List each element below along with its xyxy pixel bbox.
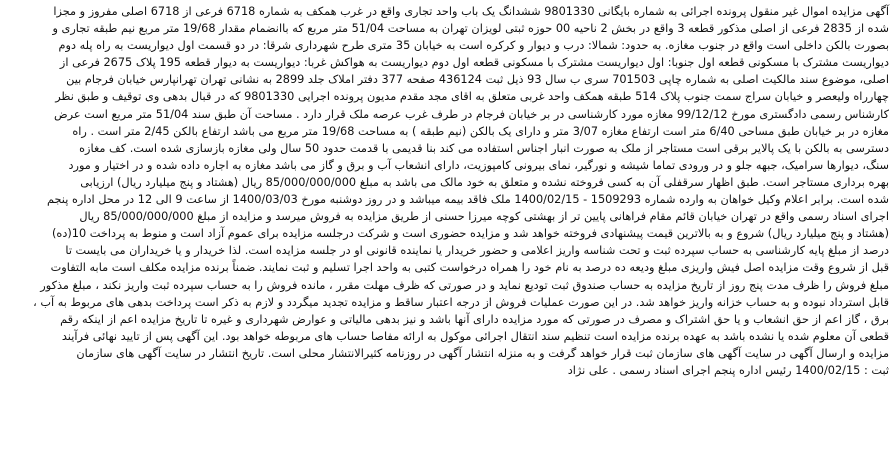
notice-line: کارشناس رسمی دادگستری مورخ 99/12/12 مغازه مورد کارشناسی در بر خیابان فرجام در طرف غرب عرصه ملک قرار دارد . مساحت آن طبق سند 51/04 متر مربع است عرض (53, 107, 889, 121)
notice-line: برق ، گاز اعم از حق انشعاب و یا حق اشتراک و مصرف در صورتی که مورد مزایده دارای آنها باشد و نیز بدهی مالیاتی و عوارض شهرداری و غیره تا تاریخ مزایده اعم از اینکه رقم (60, 312, 889, 326)
notice-line: مبلغ فروش را ظرف مدت پنج روز از تاریخ مزایده به حساب صندوق ثبت تودیع نماید و در صورتی که ظرف مهلت مقرر ، مانده فروش را به حساب سپرده ثبت واریز نکند ، مبلغ مذکور (40, 278, 889, 292)
notice-line: دسترسی به بالکن با یک پالایر برقی است مستاجر از ملک به صورت انبار اجناس استفاده می کند بنا قدیمی با قدمت حدود 50 سال ولی مغازه بازسازی شده است. کف مغازه (79, 141, 889, 155)
notice-line: قابل استرداد نبوده و به حساب خزانه واریز خواهد شد. در این صورت عملیات فروش از درجه اعتبار ساقط و مزایده تجدید میگردد و لازم به ذکر است پرداخت بدهی های مربوط به آب ، (33, 295, 889, 309)
notice-line: قطعی آن معلوم شده یا نشده باشد به عهده برنده مزایده است تنظیم سند انتقال اجرائی موکول به ارائه مفاصا حساب های مربوطه خواهد بود. این آگهی پس از تایید نهائی فرآیند (61, 329, 889, 343)
notice-line: دیواریست مشترک با مسکونی قطعه اول جنوبا: اول دیواریست مشترک با مسکونی قطعه اول دوم دیواریست به هواکش غربا: دیواریست به دیوار قطعه 195 پلاک 2675 فرعی از (59, 56, 889, 70)
notice-line: سنگ، دیوارها سرامیک، جبهه جلو و در ورودی تماما شیشه و نورگیر، نمای بیرونی کامپوزیت، دارای انشعاب آب و برق و گاز می باشد مغازه به اجاره داده شده و در اختیار و مورد (68, 158, 889, 172)
notice-line: درصد از مبلغ پایه کارشناسی به حساب سپرده ثبت و تحت شناسه واریز اعلامی و حضور خریدار یا نماینده قانونی او در جلسه مزایده است. لذا خریدار و یا خریداران می بایست تا (65, 244, 889, 258)
notice-line: بهره برداری مستاجر است. طبق اظهار سرقفلی آن به کسی فروخته نشده و متعلق به خود مالک می باشد به مبلغ 85/000/000/000 ریال (هشتاد و پنج میلیارد ریال) ارزیابی (80, 175, 889, 189)
notice-line: قبل از شروع وقت مزایده اصل فیش واریزی مبلغ ودیعه ده درصد به نام خود را همراه درخواست کتبی به واحد اجرا تسلیم و ثبت نمایند. ضمناً برنده مزایده مکلف است مابه التفاوت (50, 261, 889, 275)
notice-line: مزایده و ارسال آگهی در سایت آگهی های سازمان ثبت قرار خواهد گرفت و به منزله انتشار آگهی در روزنامه کثیرالانتشار محلی است. تاریخ انتشار در سایت آگهی های سازمان (76, 346, 889, 360)
notice-line: مغازه در بر خیابان طبق مساحی 6/40 متر است ارتفاع مغازه 3/07 متر و دارای یک بالکن (نیم طبقه ) به مساحت 19/68 متر مربع می باشد ارتفاع بالکن 2/45 متر است . راه (72, 124, 889, 138)
notice-line: چهارراه ولیعصر و خیابان سراج سمت جنوب پلاک 514 طبقه همکف واحد غربی متعلق به اقای مجد مقدم مدیون پرونده اجرایی 9801330 که در قبال بدهی وی توقیف و طبق نظر (55, 90, 889, 104)
notice-line: اصلی، موضوع سند مالکیت اصلی به شماره چاپی 701503 سری ب سال 93 ذیل ثبت 436124 صفحه 377 دفتر املاک جلد 2899 به نشانی تهران تهرانپارس خیابان فرجام بین (66, 73, 889, 87)
notice-line: اجرای اسناد رسمی واقع در تهران خیابان قائم مقام فراهانی پایین تر از بهشتی کوچه میرزا حسنی از طریق مزایده به فروش میرسد و مزایده از مبلغ 85/000/000/000 ریال (79, 210, 889, 224)
auction-notice-text (6, 3, 889, 379)
notice-line: (هشتاد و پنج میلیارد ریال) شروع و به بالاترین قیمت پیشنهادی فروخته خواهد شد و مزایده حضوری است و شرکت درجلسه مزایده برای عموم آزاد است و منوط به پرداخت 10(ده) (52, 227, 889, 241)
notice-line: بصورت بالکن داخلی است واقع در جنوب مغازه. به حدود: شمالا: درب و دیوار و کرکره است به خیابان 35 متری طرح شهرداری شرقا: در دو قسمت اول دیواریست به راه پله دوم (58, 39, 889, 53)
notice-line: آگهی مزایده اموال غیر منقول پرونده اجرائی به شماره بایگانی 9801330 ششدانگ یک باب واحد تجاری واقع در غرب همکف به شماره 6718 فرعی از 6718 اصلی مفروز و مجزا (53, 5, 889, 18)
notice-line: شده است. برابر اعلام وکیل خواهان به وارده شماره 1509293 - 1400/02/15 ملک فاقد بیمه میباشد و در روز دوشنبه مورخ 1400/03/03 از ساعت 9 الی 12 در محل اداره پنجم (47, 193, 889, 207)
notice-line: شده از 2835 فرعی از اصلی مذکور قطعه 3 واقع در بخش 2 ناحیه 00 حوزه ثبتی لویزان تهران به مساحت 51/04 متر مربع که باانضمام مقدار 19/68 متر مربع نیم طبقه تجاری و (52, 22, 889, 36)
notice-signature-line: ثبت : 1400/02/15 رئیس اداره پنجم اجرای اسناد رسمی . علی نژاد (567, 363, 889, 377)
